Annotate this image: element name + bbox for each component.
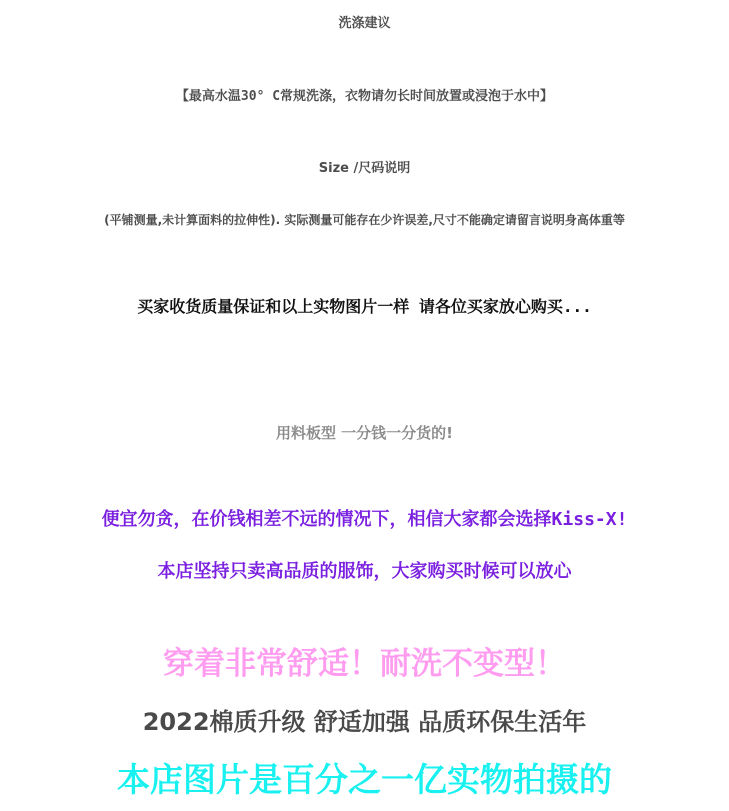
quality-promise: 买家收货质量保证和以上实物图片一样 请各位买家放心购买... (137, 297, 592, 316)
store-quality-note: 本店坚持只卖高品质的服饰，大家购买时候可以放心 (157, 561, 572, 582)
size-title: Size /尺码说明 (318, 161, 411, 176)
cheap-warning: 便宜勿贪，在价钱相差不远的情况下，相信大家都会选择Kiss-X! (101, 509, 628, 530)
size-measurement-note: (平铺测量,未计算面料的拉伸性). 实际测量可能存在少许误差,尺寸不能确定请留言说明身高体重等 (104, 213, 625, 227)
real-photo-slogan: 本店图片是百分之一亿实物拍摄的 (117, 760, 612, 799)
material-note: 用料板型 一分钱一分货的! (275, 424, 454, 442)
comfort-slogan: 穿着非常舒适！耐洗不变型！ (163, 646, 566, 682)
upgrade-slogan: 2022棉质升级 舒适加强 品质环保生活年 (142, 708, 587, 736)
wash-temperature-note: 【最高水温30° C常规洗涤，衣物请勿长时间放置或浸泡于水中】 (175, 89, 554, 104)
wash-advice-title: 洗涤建议 (338, 16, 391, 31)
